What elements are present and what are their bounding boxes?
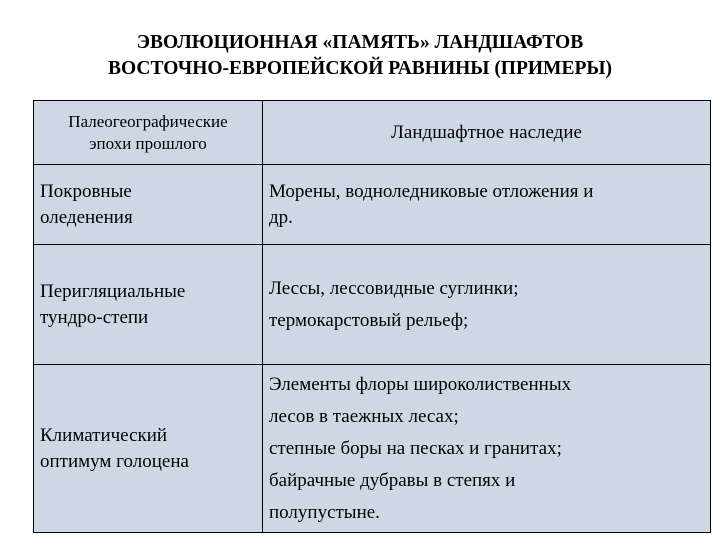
header-heritage: Ландшафтное наследие — [263, 101, 711, 165]
header-epochs-line-2: эпохи прошлого — [89, 133, 207, 153]
heritage-line: Элементы флоры широколиственных — [269, 373, 572, 395]
epoch-cell — [34, 245, 263, 365]
heritage-line: лесов в таежных лесах; — [269, 405, 459, 427]
table-row — [34, 165, 711, 245]
heritage-line: степные боры на песках и гранитах; — [269, 437, 562, 459]
landscape-heritage-table — [33, 100, 711, 533]
table-row — [34, 365, 711, 533]
heritage-line: термокарстовый рельеф; — [269, 309, 469, 331]
epoch-line: оледенения — [40, 206, 133, 228]
epoch-cell — [34, 165, 263, 245]
header-epochs — [34, 101, 263, 165]
heritage-line: Лессы, лессовидные суглинки; — [269, 277, 519, 299]
table-row — [34, 245, 711, 365]
heritage-cell — [263, 365, 711, 533]
epoch-line: Климатический — [40, 424, 168, 446]
slide-title-line-2: ВОСТОЧНО-ЕВРОПЕЙСКОЙ РАВНИНЫ (ПРИМЕРЫ) — [107, 58, 613, 79]
slide-title-line-1: ЭВОЛЮЦИОННАЯ «ПАМЯТЬ» ЛАНДШАФТОВ — [136, 32, 584, 53]
epoch-line: Перигляциальные — [40, 280, 186, 302]
epoch-line: Покровные — [40, 180, 132, 202]
epoch-line: тундро-степи — [40, 306, 149, 328]
heritage-line: полупустыне. — [269, 501, 380, 523]
heritage-cell — [263, 245, 711, 365]
heritage-cell — [263, 165, 711, 245]
heritage-line: байрачные дубравы в степях и — [269, 469, 516, 491]
epoch-cell — [34, 365, 263, 533]
header-row — [34, 101, 711, 165]
header-epochs-line-1: Палеогеографические — [68, 111, 228, 131]
epoch-line: оптимум голоцена — [40, 450, 189, 472]
heritage-line: др. — [269, 206, 293, 228]
slide-title — [0, 30, 720, 82]
heritage-line: Морены, водноледниковые отложения и — [269, 180, 594, 202]
